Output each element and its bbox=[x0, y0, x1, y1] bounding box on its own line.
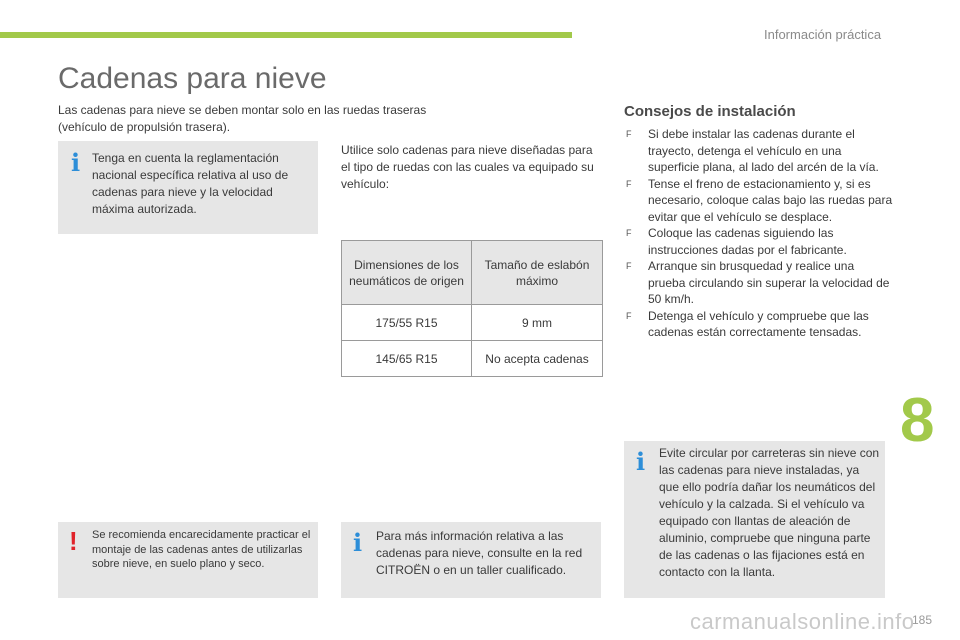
table-cell-tire-size: 145/65 R15 bbox=[342, 341, 472, 377]
tip-text: Si debe instalar las cadenas durante el trayecto, detenga el vehículo en una superficie plana, al lado del arcén de la vía. bbox=[648, 127, 879, 174]
more-info-note-text: Para más información relativa a las cadenas para nieve, consulte en la red CITROËN o en un taller cualificado. bbox=[376, 529, 583, 577]
page-title: Cadenas para nieve bbox=[58, 62, 327, 95]
list-item bbox=[624, 258, 894, 308]
bullet-icon: F bbox=[626, 228, 632, 238]
warning-icon: ! bbox=[69, 526, 78, 556]
page-number: 185 bbox=[912, 613, 933, 627]
tip-text: Coloque las cadenas siguiendo las instrucciones dadas por el fabricante. bbox=[648, 226, 847, 257]
list-item bbox=[624, 308, 894, 341]
alloy-note-text: Evite circular por carreteras sin nieve con las cadenas para nieve instaladas, ya que ello podría dañar los neumáticos del vehículo y la calzada. Si el vehículo va equipado con llantas de aleación de aluminio, compruebe que ninguna parte de las cadenas o las fijaciones está en contacto con la llanta. bbox=[659, 446, 880, 579]
list-item bbox=[624, 225, 894, 258]
bullet-icon: F bbox=[626, 178, 632, 189]
info-icon: i bbox=[636, 447, 646, 476]
tip-text: Detenga el vehículo y compruebe que las cadenas están correctamente tensadas. bbox=[648, 308, 869, 339]
tip-text: Tense el freno de estacionamiento y, si es necesario, coloque calas bajo las ruedas para evitar que el vehículo se desplace. bbox=[648, 176, 893, 224]
regulation-note-text: Tenga en cuenta la reglamentación nacional específica relativa al uso de cadenas para nieve y la velocidad máxima autorizada. bbox=[92, 151, 289, 216]
table-header-row bbox=[342, 241, 603, 305]
bullet-icon: F bbox=[626, 310, 632, 321]
section-label: Información práctica bbox=[764, 27, 882, 42]
chapter-number: 8 bbox=[900, 386, 935, 455]
table-cell-link-size: No acepta cadenas bbox=[472, 341, 603, 377]
table-header-tire-size: Dimensiones de los neumáticos de origen bbox=[342, 241, 472, 305]
warning-note-text: Se recomienda encarecidamente practicar el montaje de las cadenas antes de utilizarlas sobre nieve, en suelo plano y seco. bbox=[92, 529, 311, 570]
info-icon: i bbox=[71, 148, 81, 177]
table-cell-tire-size: 175/55 R15 bbox=[342, 305, 472, 341]
tire-chain-table bbox=[341, 240, 603, 377]
regulation-note-box bbox=[58, 141, 318, 234]
header-accent-bar bbox=[0, 32, 572, 38]
more-info-note-box bbox=[341, 522, 601, 598]
table-header-link-size: Tamaño de eslabón máximo bbox=[472, 241, 603, 305]
table-cell-link-size: 9 mm bbox=[472, 305, 603, 341]
alloy-note-box bbox=[624, 441, 885, 598]
watermark: carmanualsonline.info bbox=[690, 609, 915, 634]
bullet-icon: F bbox=[626, 261, 632, 271]
table-row bbox=[342, 305, 603, 341]
bullet-icon: F bbox=[626, 129, 632, 139]
list-item bbox=[624, 126, 894, 176]
tip-text: Arranque sin brusquedad y realice una prueba circulando sin superar la velocidad de 50 km/h. bbox=[648, 259, 890, 306]
info-icon: i bbox=[353, 528, 363, 557]
table-row bbox=[342, 341, 603, 377]
list-item bbox=[624, 176, 894, 226]
tips-list bbox=[624, 126, 894, 341]
tips-heading: Consejos de instalación bbox=[624, 103, 796, 120]
warning-note-box bbox=[58, 522, 318, 598]
intro-paragraph: Las cadenas para nieve se deben montar solo en las ruedas traseras (vehículo de propulsión trasera). bbox=[58, 103, 427, 134]
usage-text: Utilice solo cadenas para nieve diseñadas para el tipo de ruedas con las cuales va equipado su vehículo: bbox=[341, 143, 594, 191]
